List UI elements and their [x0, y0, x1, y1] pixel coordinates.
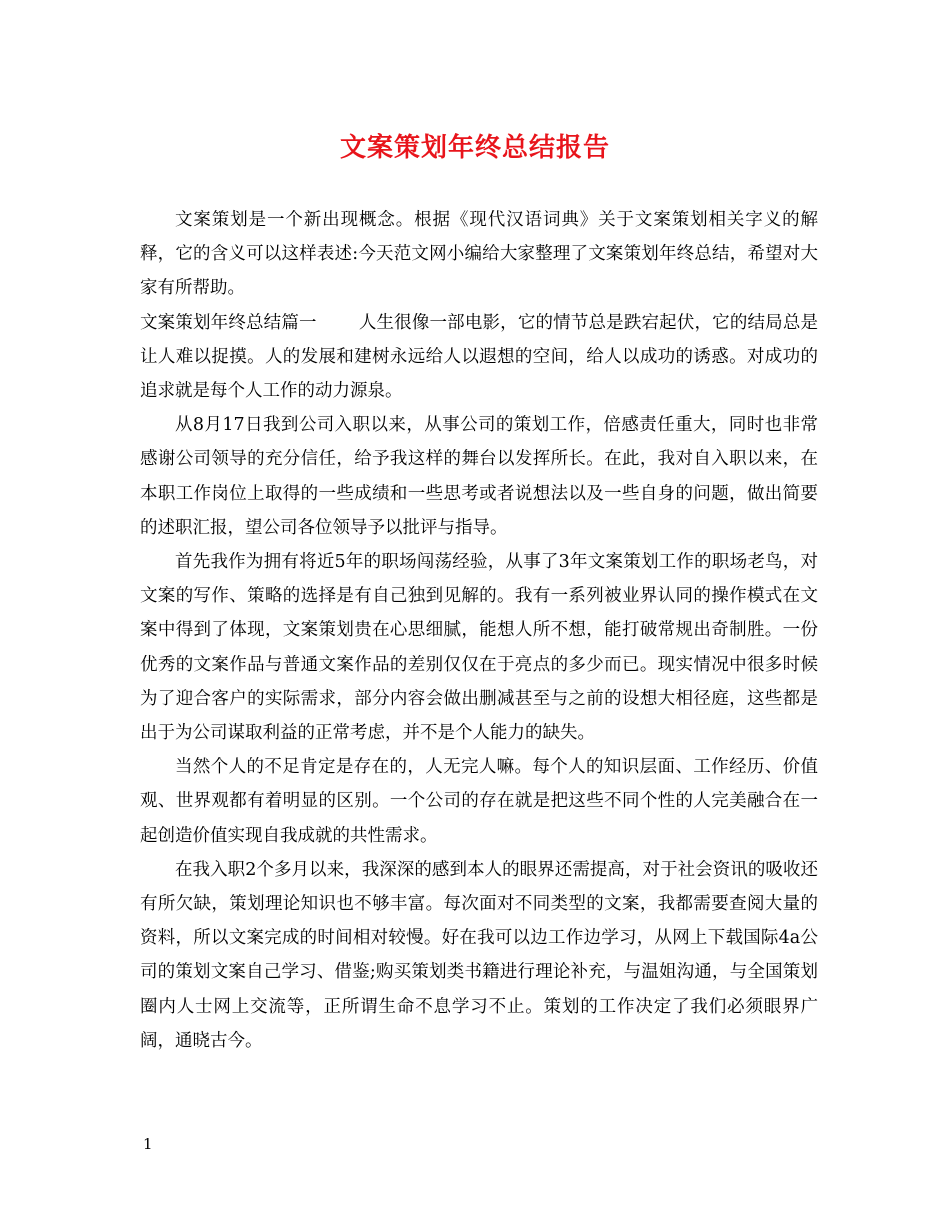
body-paragraph: 在我入职2个多月以来，我深深的感到本人的眼界还需提高，对于社会资讯的吸收还有所欠缺，策划理论知识也不够丰富。每次面对不同类型的文案，我都需要查阅大量的资料，所以文案完成的时间相对较慢。好在我可以边工作边学习，从网上下载国际4a公司的策划文案自己学习、借鉴;购买策划类书籍进行理论补充，与温姐沟通，与全国策划圈内人士网上交流等，正所谓生命不息学习不止。策划的工作决定了我们必须眼界广阔，通晓古今。 — [140, 859, 818, 1051]
document-title: 文案策划年终总结报告 — [339, 133, 610, 163]
section-one-paragraph — [140, 306, 818, 409]
page-number: 1 — [143, 1135, 153, 1153]
document-body — [140, 203, 818, 1058]
intro-paragraph: 文案策划是一个新出现概念。根据《现代汉语词典》关于文案策划相关字义的解释，它的含义可以这样表述:今天范文网小编给大家整理了文案策划年终总结，希望对大家有所帮助。 — [140, 210, 818, 299]
section-first-text: 人生很像一部电影，它的情节总是跌宕起伏，它的结局总是让人难以捉摸。人的发展和建树永远给人以遐想的空间，给人以成功的诱惑。对成功的追求就是每个人工作的动力源泉。 — [140, 312, 819, 402]
section-heading: 文案策划年终总结篇一 — [140, 312, 317, 333]
body-paragraph: 当然个人的不足肯定是存在的，人无完人嘛。每个人的知识层面、工作经历、价值观、世界观都有着明显的区别。一个公司的存在就是把这些不同个性的人完美融合在一起创造价值实现自我成就的共性需求。 — [140, 757, 818, 846]
body-paragraph: 首先我作为拥有将近5年的职场闯荡经验，从事了3年文案策划工作的职场老鸟，对文案的写作、策略的选择是有自己独到见解的。我有一系列被业界认同的操作模式在文案中得到了体现，文案策划贵在心思细腻，能想人所不想，能打破常规出奇制胜。一份优秀的文案作品与普通文案作品的差别仅仅在于亮点的多少而已。现实情况中很多时候为了迎合客户的实际需求，部分内容会做出删减甚至与之前的设想大相径庭，这些都是出于为公司谋取利益的正常考虑，并不是个人能力的缺失。 — [140, 552, 818, 744]
body-paragraph: 从8月17日我到公司入职以来，从事公司的策划工作，倍感责任重大，同时也非常感谢公司领导的充分信任，给予我这样的舞台以发挥所长。在此，我对自入职以来，在本职工作岗位上取得的一些成绩和一些思考或者说想法以及一些自身的问题，做出简要的述职汇报，望公司各位领导予以批评与指导。 — [140, 415, 818, 538]
